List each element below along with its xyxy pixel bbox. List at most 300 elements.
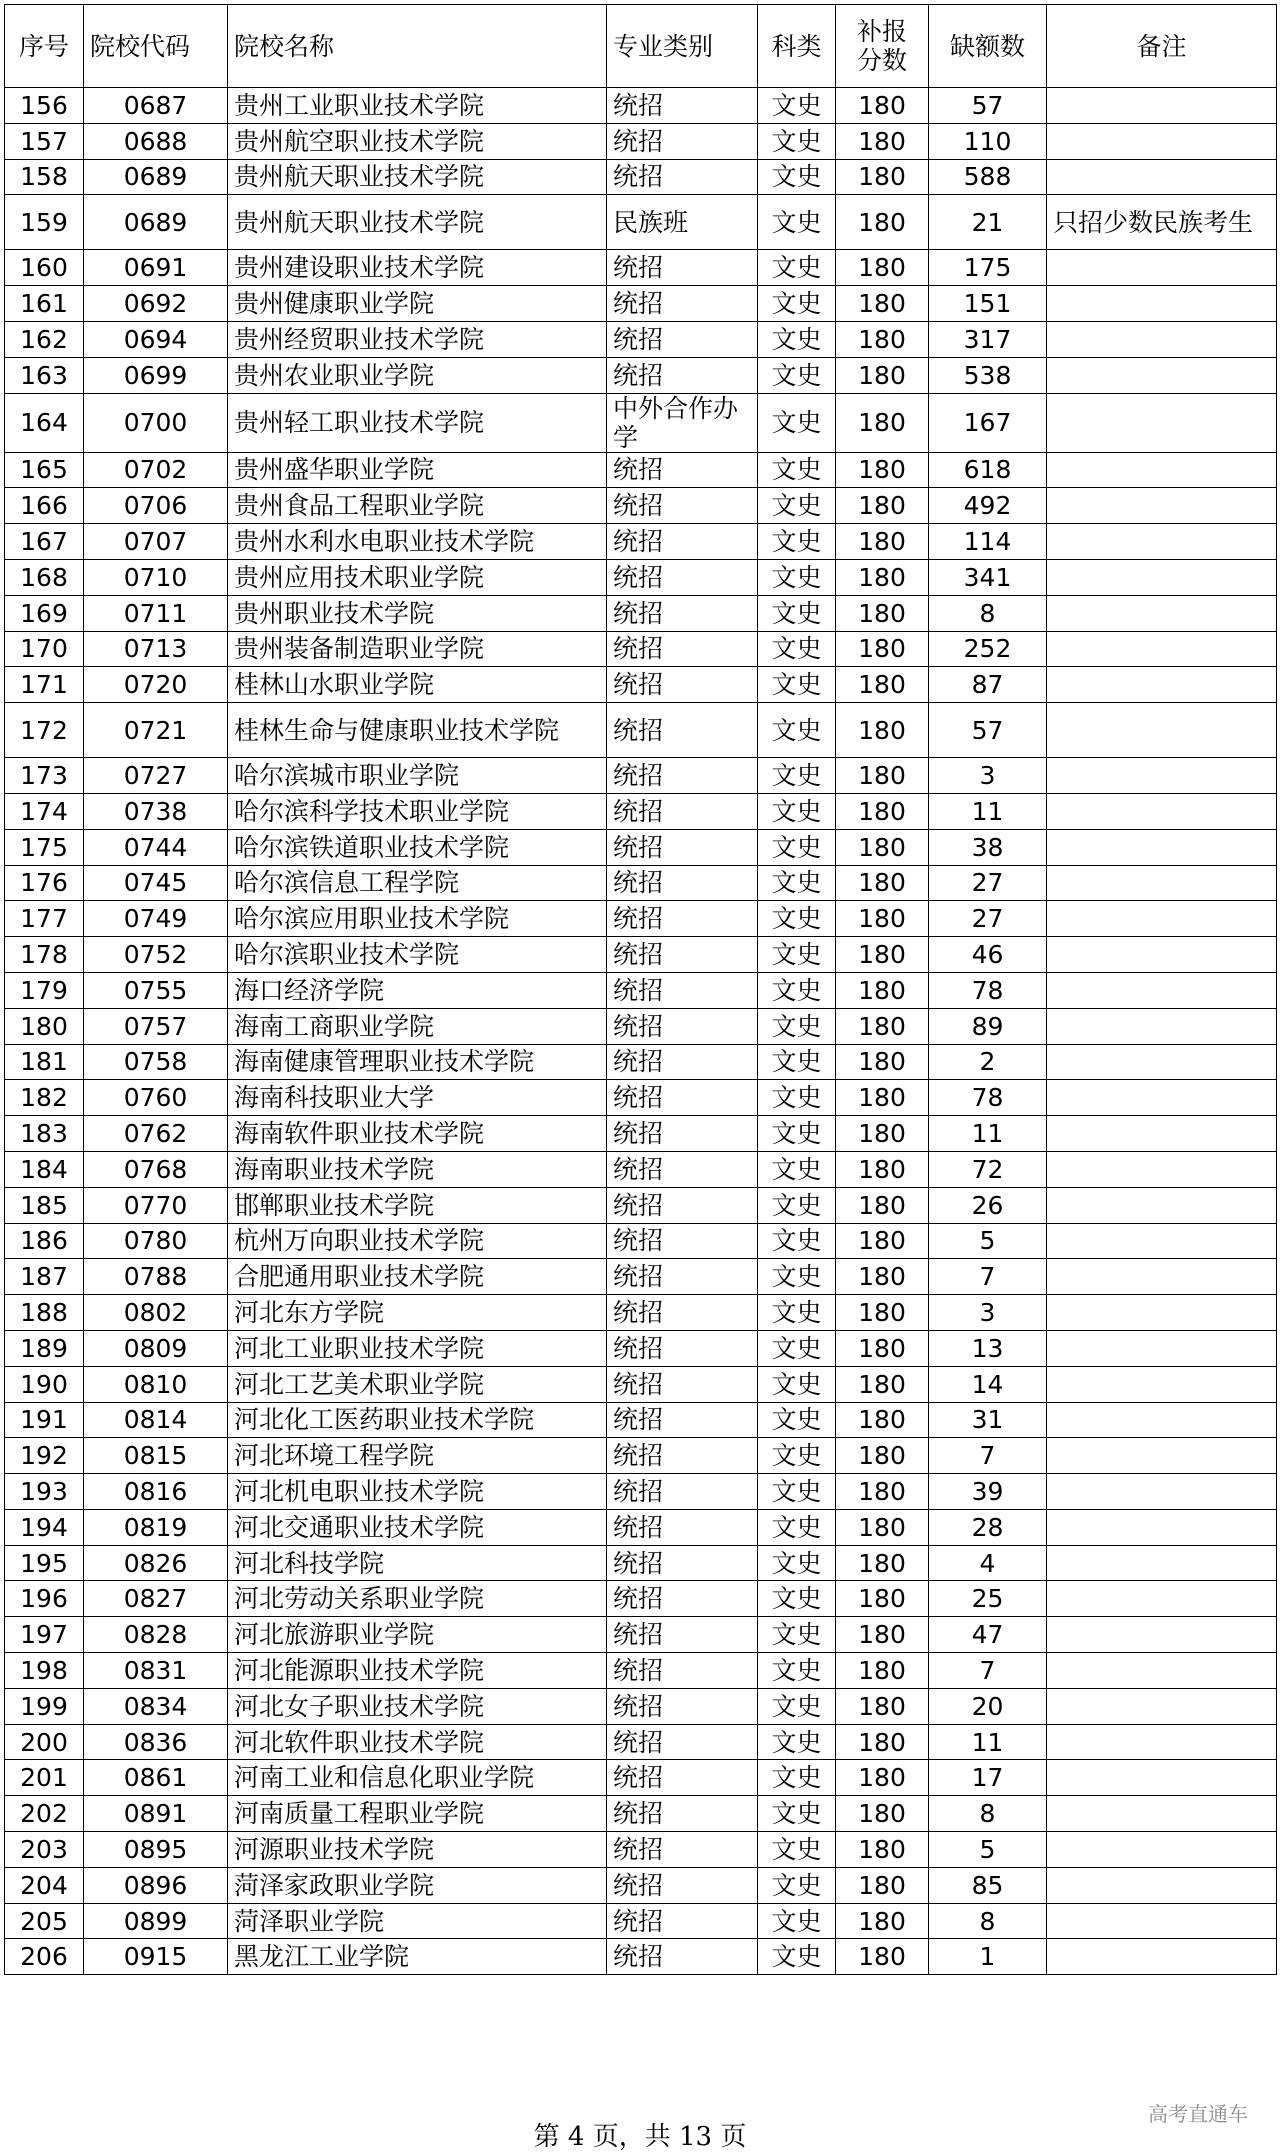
vacancies-cell: 17 — [929, 1760, 1047, 1796]
min-score-cell: 180 — [836, 865, 929, 901]
row-index-cell: 187 — [5, 1259, 84, 1295]
major-category-cell: 统招 — [607, 829, 758, 865]
major-category-cell: 民族班 — [607, 195, 758, 250]
table-row — [5, 1187, 1277, 1223]
min-score-cell: 180 — [836, 1796, 929, 1832]
school-name-cell: 贵州应用技术职业学院 — [228, 559, 607, 595]
school-code-cell: 0713 — [84, 631, 228, 667]
table-row — [5, 758, 1277, 794]
remarks-cell — [1047, 1796, 1277, 1832]
min-score-cell: 180 — [836, 1688, 929, 1724]
subject-cell: 文史 — [758, 901, 836, 937]
remarks-cell — [1047, 1151, 1277, 1187]
remarks-cell — [1047, 972, 1277, 1008]
min-score-cell: 180 — [836, 1259, 929, 1295]
subject-cell: 文史 — [758, 1187, 836, 1223]
table-row — [5, 1653, 1277, 1689]
table-row — [5, 286, 1277, 322]
school-code-cell: 0815 — [84, 1438, 228, 1474]
vacancies-cell: 492 — [929, 488, 1047, 524]
school-code-cell: 0689 — [84, 195, 228, 250]
subject-cell: 文史 — [758, 1259, 836, 1295]
school-name-cell: 河北软件职业技术学院 — [228, 1724, 607, 1760]
row-index-cell: 197 — [5, 1617, 84, 1653]
min-score-cell: 180 — [836, 1366, 929, 1402]
major-category-cell: 统招 — [607, 667, 758, 703]
school-name-cell: 贵州航天职业技术学院 — [228, 159, 607, 195]
table-row — [5, 195, 1277, 250]
school-name-cell: 贵州轻工职业技术学院 — [228, 393, 607, 452]
major-category-cell: 中外合作办学 — [607, 393, 758, 452]
remarks-cell — [1047, 1581, 1277, 1617]
admissions-table — [4, 4, 1277, 1975]
vacancies-cell: 317 — [929, 321, 1047, 357]
min-score-cell: 180 — [836, 1760, 929, 1796]
school-name-cell: 河源职业技术学院 — [228, 1832, 607, 1868]
row-index-cell: 182 — [5, 1080, 84, 1116]
remarks-cell — [1047, 703, 1277, 758]
vacancies-cell: 175 — [929, 250, 1047, 286]
major-category-cell: 统招 — [607, 1402, 758, 1438]
row-index-cell: 175 — [5, 829, 84, 865]
min-score-cell: 180 — [836, 1438, 929, 1474]
min-score-cell: 180 — [836, 1617, 929, 1653]
vacancies-cell: 31 — [929, 1402, 1047, 1438]
remarks-cell — [1047, 1509, 1277, 1545]
row-index-cell: 167 — [5, 524, 84, 560]
min-score-cell: 180 — [836, 667, 929, 703]
major-category-cell: 统招 — [607, 1295, 758, 1331]
major-category-cell: 统招 — [607, 1366, 758, 1402]
min-score-cell: 180 — [836, 321, 929, 357]
row-index-cell: 198 — [5, 1653, 84, 1689]
vacancies-cell: 85 — [929, 1867, 1047, 1903]
school-code-cell: 0834 — [84, 1688, 228, 1724]
vacancies-cell: 7 — [929, 1259, 1047, 1295]
subject-cell: 文史 — [758, 1617, 836, 1653]
min-score-cell: 180 — [836, 829, 929, 865]
min-score-cell: 180 — [836, 1867, 929, 1903]
major-category-cell: 统招 — [607, 1939, 758, 1975]
school-name-cell: 河北科技学院 — [228, 1545, 607, 1581]
subject-cell: 文史 — [758, 488, 836, 524]
school-code-cell: 0727 — [84, 758, 228, 794]
remarks-cell — [1047, 488, 1277, 524]
vacancies-cell: 38 — [929, 829, 1047, 865]
row-index-cell: 203 — [5, 1832, 84, 1868]
school-code-cell: 0814 — [84, 1402, 228, 1438]
vacancies-cell: 5 — [929, 1832, 1047, 1868]
row-index-cell: 184 — [5, 1151, 84, 1187]
vacancies-cell: 14 — [929, 1366, 1047, 1402]
subject-cell: 文史 — [758, 1044, 836, 1080]
subject-cell: 文史 — [758, 393, 836, 452]
remarks-cell — [1047, 1402, 1277, 1438]
school-name-cell: 贵州健康职业学院 — [228, 286, 607, 322]
min-score-cell: 180 — [836, 1474, 929, 1510]
subject-cell: 文史 — [758, 357, 836, 393]
min-score-cell: 180 — [836, 524, 929, 560]
subject-cell: 文史 — [758, 123, 836, 159]
row-index-cell: 172 — [5, 703, 84, 758]
vacancies-cell: 57 — [929, 703, 1047, 758]
school-code-cell: 0760 — [84, 1080, 228, 1116]
school-code-cell: 0827 — [84, 1581, 228, 1617]
school-name-cell: 桂林生命与健康职业技术学院 — [228, 703, 607, 758]
school-code-cell: 0896 — [84, 1867, 228, 1903]
min-score-cell: 180 — [836, 901, 929, 937]
subject-cell: 文史 — [758, 793, 836, 829]
row-index-cell: 157 — [5, 123, 84, 159]
row-index-cell: 162 — [5, 321, 84, 357]
major-category-cell: 统招 — [607, 1438, 758, 1474]
school-name-cell: 河北化工医药职业技术学院 — [228, 1402, 607, 1438]
major-category-cell: 统招 — [607, 1724, 758, 1760]
school-code-cell: 0828 — [84, 1617, 228, 1653]
remarks-cell — [1047, 1724, 1277, 1760]
subject-cell: 文史 — [758, 1438, 836, 1474]
major-category-cell: 统招 — [607, 357, 758, 393]
vacancies-cell: 151 — [929, 286, 1047, 322]
remarks-cell — [1047, 123, 1277, 159]
vacancies-cell: 89 — [929, 1008, 1047, 1044]
min-score-cell: 180 — [836, 1724, 929, 1760]
major-category-cell: 统招 — [607, 88, 758, 124]
min-score-cell: 180 — [836, 1008, 929, 1044]
min-score-cell: 180 — [836, 595, 929, 631]
remarks-cell — [1047, 1903, 1277, 1939]
school-code-cell: 0688 — [84, 123, 228, 159]
table-row — [5, 703, 1277, 758]
remarks-cell — [1047, 1295, 1277, 1331]
vacancies-cell: 27 — [929, 901, 1047, 937]
major-category-cell: 统招 — [607, 452, 758, 488]
row-index-cell: 205 — [5, 1903, 84, 1939]
school-code-cell: 0707 — [84, 524, 228, 560]
subject-cell: 文史 — [758, 972, 836, 1008]
row-index-cell: 179 — [5, 972, 84, 1008]
remarks-cell — [1047, 1832, 1277, 1868]
subject-cell: 文史 — [758, 667, 836, 703]
table-row — [5, 524, 1277, 560]
major-category-cell: 统招 — [607, 631, 758, 667]
school-code-cell: 0780 — [84, 1223, 228, 1259]
row-index-cell: 186 — [5, 1223, 84, 1259]
major-category-cell: 统招 — [607, 1832, 758, 1868]
vacancies-cell: 3 — [929, 758, 1047, 794]
school-name-cell: 哈尔滨应用职业技术学院 — [228, 901, 607, 937]
row-index-cell: 200 — [5, 1724, 84, 1760]
subject-cell: 文史 — [758, 1223, 836, 1259]
remarks-cell — [1047, 1080, 1277, 1116]
table-row — [5, 1867, 1277, 1903]
subject-cell: 文史 — [758, 1939, 836, 1975]
major-category-cell: 统招 — [607, 595, 758, 631]
page-footer: 第 4 页，共 13 页 — [533, 2122, 747, 2152]
subject-cell: 文史 — [758, 524, 836, 560]
header-school-name: 院校名称 — [228, 5, 607, 88]
vacancies-cell: 72 — [929, 1151, 1047, 1187]
header-index: 序号 — [5, 5, 84, 88]
major-category-cell: 统招 — [607, 1474, 758, 1510]
vacancies-cell: 341 — [929, 559, 1047, 595]
school-name-cell: 河北工艺美术职业学院 — [228, 1366, 607, 1402]
school-name-cell: 桂林山水职业学院 — [228, 667, 607, 703]
school-code-cell: 0809 — [84, 1330, 228, 1366]
min-score-cell: 180 — [836, 1223, 929, 1259]
min-score-cell: 180 — [836, 1330, 929, 1366]
school-code-cell: 0699 — [84, 357, 228, 393]
vacancies-cell: 167 — [929, 393, 1047, 452]
table-row — [5, 159, 1277, 195]
major-category-cell: 统招 — [607, 1509, 758, 1545]
vacancies-cell: 57 — [929, 88, 1047, 124]
remarks-cell — [1047, 1330, 1277, 1366]
table-row — [5, 1259, 1277, 1295]
min-score-cell: 180 — [836, 357, 929, 393]
remarks-cell — [1047, 1044, 1277, 1080]
min-score-cell: 180 — [836, 488, 929, 524]
subject-cell: 文史 — [758, 1867, 836, 1903]
vacancies-cell: 114 — [929, 524, 1047, 560]
subject-cell: 文史 — [758, 1295, 836, 1331]
vacancies-cell: 588 — [929, 159, 1047, 195]
subject-cell: 文史 — [758, 159, 836, 195]
header-school-code: 院校代码 — [84, 5, 228, 88]
min-score-cell: 180 — [836, 1581, 929, 1617]
min-score-cell: 180 — [836, 703, 929, 758]
row-index-cell: 190 — [5, 1366, 84, 1402]
table-row — [5, 829, 1277, 865]
row-index-cell: 163 — [5, 357, 84, 393]
school-name-cell: 河北交通职业技术学院 — [228, 1509, 607, 1545]
subject-cell: 文史 — [758, 865, 836, 901]
school-code-cell: 0757 — [84, 1008, 228, 1044]
remarks-cell — [1047, 524, 1277, 560]
row-index-cell: 168 — [5, 559, 84, 595]
major-category-cell: 统招 — [607, 1044, 758, 1080]
remarks-cell — [1047, 1688, 1277, 1724]
school-code-cell: 0749 — [84, 901, 228, 937]
watermark: 高考直通车 — [1148, 2102, 1248, 2126]
major-category-cell: 统招 — [607, 1688, 758, 1724]
vacancies-cell: 5 — [929, 1223, 1047, 1259]
school-code-cell: 0745 — [84, 865, 228, 901]
subject-cell: 文史 — [758, 88, 836, 124]
subject-cell: 文史 — [758, 559, 836, 595]
remarks-cell — [1047, 1366, 1277, 1402]
remarks-cell — [1047, 286, 1277, 322]
major-category-cell: 统招 — [607, 1259, 758, 1295]
table-row — [5, 1581, 1277, 1617]
major-category-cell: 统招 — [607, 1008, 758, 1044]
major-category-cell: 统招 — [607, 1223, 758, 1259]
vacancies-cell: 46 — [929, 937, 1047, 973]
remarks-cell — [1047, 865, 1277, 901]
row-index-cell: 174 — [5, 793, 84, 829]
remarks-cell — [1047, 595, 1277, 631]
vacancies-cell: 11 — [929, 1116, 1047, 1152]
school-name-cell: 海南健康管理职业技术学院 — [228, 1044, 607, 1080]
school-code-cell: 0826 — [84, 1545, 228, 1581]
table-row — [5, 393, 1277, 452]
subject-cell: 文史 — [758, 1724, 836, 1760]
vacancies-cell: 26 — [929, 1187, 1047, 1223]
table-row — [5, 1796, 1277, 1832]
subject-cell: 文史 — [758, 1653, 836, 1689]
table-row — [5, 793, 1277, 829]
vacancies-cell: 87 — [929, 667, 1047, 703]
school-code-cell: 0706 — [84, 488, 228, 524]
school-code-cell: 0710 — [84, 559, 228, 595]
row-index-cell: 180 — [5, 1008, 84, 1044]
table-row — [5, 1402, 1277, 1438]
school-name-cell: 河南工业和信息化职业学院 — [228, 1760, 607, 1796]
remarks-cell — [1047, 1259, 1277, 1295]
vacancies-cell: 8 — [929, 595, 1047, 631]
remarks-cell — [1047, 1474, 1277, 1510]
school-name-cell: 贵州食品工程职业学院 — [228, 488, 607, 524]
school-name-cell: 贵州工业职业技术学院 — [228, 88, 607, 124]
school-code-cell: 0700 — [84, 393, 228, 452]
school-code-cell: 0816 — [84, 1474, 228, 1510]
subject-cell: 文史 — [758, 937, 836, 973]
row-index-cell: 185 — [5, 1187, 84, 1223]
row-index-cell: 204 — [5, 1867, 84, 1903]
table-row — [5, 1509, 1277, 1545]
table-row — [5, 1080, 1277, 1116]
school-name-cell: 贵州农业职业学院 — [228, 357, 607, 393]
school-name-cell: 哈尔滨信息工程学院 — [228, 865, 607, 901]
vacancies-cell: 28 — [929, 1509, 1047, 1545]
remarks-cell — [1047, 393, 1277, 452]
header-subject: 科类 — [758, 5, 836, 88]
school-name-cell: 河北旅游职业学院 — [228, 1617, 607, 1653]
school-name-cell: 贵州航空职业技术学院 — [228, 123, 607, 159]
min-score-cell: 180 — [836, 1080, 929, 1116]
school-code-cell: 0891 — [84, 1796, 228, 1832]
school-name-cell: 海南职业技术学院 — [228, 1151, 607, 1187]
row-index-cell: 173 — [5, 758, 84, 794]
major-category-cell: 统招 — [607, 250, 758, 286]
table-row — [5, 1545, 1277, 1581]
school-name-cell: 贵州航天职业技术学院 — [228, 195, 607, 250]
row-index-cell: 199 — [5, 1688, 84, 1724]
remarks-cell — [1047, 829, 1277, 865]
table-row — [5, 321, 1277, 357]
major-category-cell: 统招 — [607, 1903, 758, 1939]
vacancies-cell: 78 — [929, 1080, 1047, 1116]
subject-cell: 文史 — [758, 1402, 836, 1438]
row-index-cell: 161 — [5, 286, 84, 322]
school-name-cell: 贵州建设职业技术学院 — [228, 250, 607, 286]
major-category-cell: 统招 — [607, 937, 758, 973]
major-category-cell: 统招 — [607, 1796, 758, 1832]
table-row — [5, 1151, 1277, 1187]
min-score-cell: 180 — [836, 1509, 929, 1545]
table-row — [5, 1939, 1277, 1975]
min-score-cell: 180 — [836, 195, 929, 250]
remarks-cell — [1047, 793, 1277, 829]
remarks-cell — [1047, 1008, 1277, 1044]
subject-cell: 文史 — [758, 250, 836, 286]
min-score-cell: 180 — [836, 631, 929, 667]
remarks-cell — [1047, 1545, 1277, 1581]
table-row — [5, 901, 1277, 937]
table-row — [5, 1044, 1277, 1080]
major-category-cell: 统招 — [607, 1867, 758, 1903]
remarks-cell — [1047, 1617, 1277, 1653]
school-name-cell: 海南科技职业大学 — [228, 1080, 607, 1116]
table-row — [5, 1760, 1277, 1796]
table-row — [5, 595, 1277, 631]
school-code-cell: 0895 — [84, 1832, 228, 1868]
min-score-cell: 180 — [836, 250, 929, 286]
subject-cell: 文史 — [758, 1330, 836, 1366]
row-index-cell: 158 — [5, 159, 84, 195]
table-row — [5, 1330, 1277, 1366]
row-index-cell: 192 — [5, 1438, 84, 1474]
vacancies-cell: 110 — [929, 123, 1047, 159]
school-name-cell: 河北工业职业技术学院 — [228, 1330, 607, 1366]
school-code-cell: 0694 — [84, 321, 228, 357]
major-category-cell: 统招 — [607, 1116, 758, 1152]
table-row — [5, 357, 1277, 393]
school-code-cell: 0758 — [84, 1044, 228, 1080]
major-category-cell: 统招 — [607, 1545, 758, 1581]
row-index-cell: 177 — [5, 901, 84, 937]
min-score-cell: 180 — [836, 286, 929, 322]
min-score-cell: 180 — [836, 1151, 929, 1187]
row-index-cell: 196 — [5, 1581, 84, 1617]
row-index-cell: 169 — [5, 595, 84, 631]
school-code-cell: 0755 — [84, 972, 228, 1008]
vacancies-cell: 13 — [929, 1330, 1047, 1366]
min-score-cell: 180 — [836, 1187, 929, 1223]
remarks-cell — [1047, 559, 1277, 595]
row-index-cell: 202 — [5, 1796, 84, 1832]
remarks-cell — [1047, 901, 1277, 937]
min-score-cell: 180 — [836, 559, 929, 595]
school-name-cell: 贵州经贸职业技术学院 — [228, 321, 607, 357]
school-code-cell: 0899 — [84, 1903, 228, 1939]
table-row — [5, 1008, 1277, 1044]
row-index-cell: 156 — [5, 88, 84, 124]
row-index-cell: 165 — [5, 452, 84, 488]
major-category-cell: 统招 — [607, 972, 758, 1008]
remarks-cell — [1047, 1187, 1277, 1223]
subject-cell: 文史 — [758, 286, 836, 322]
min-score-cell: 180 — [836, 1044, 929, 1080]
school-name-cell: 合肥通用职业技术学院 — [228, 1259, 607, 1295]
row-index-cell: 159 — [5, 195, 84, 250]
row-index-cell: 194 — [5, 1509, 84, 1545]
remarks-cell — [1047, 1223, 1277, 1259]
school-code-cell: 0788 — [84, 1259, 228, 1295]
remarks-cell — [1047, 452, 1277, 488]
school-code-cell: 0689 — [84, 159, 228, 195]
min-score-cell: 180 — [836, 1295, 929, 1331]
table-row — [5, 559, 1277, 595]
major-category-cell: 统招 — [607, 123, 758, 159]
min-score-cell: 180 — [836, 1832, 929, 1868]
major-category-cell: 统招 — [607, 1080, 758, 1116]
major-category-cell: 统招 — [607, 1760, 758, 1796]
vacancies-cell: 8 — [929, 1796, 1047, 1832]
subject-cell: 文史 — [758, 1008, 836, 1044]
table-row — [5, 1295, 1277, 1331]
remarks-cell — [1047, 1653, 1277, 1689]
